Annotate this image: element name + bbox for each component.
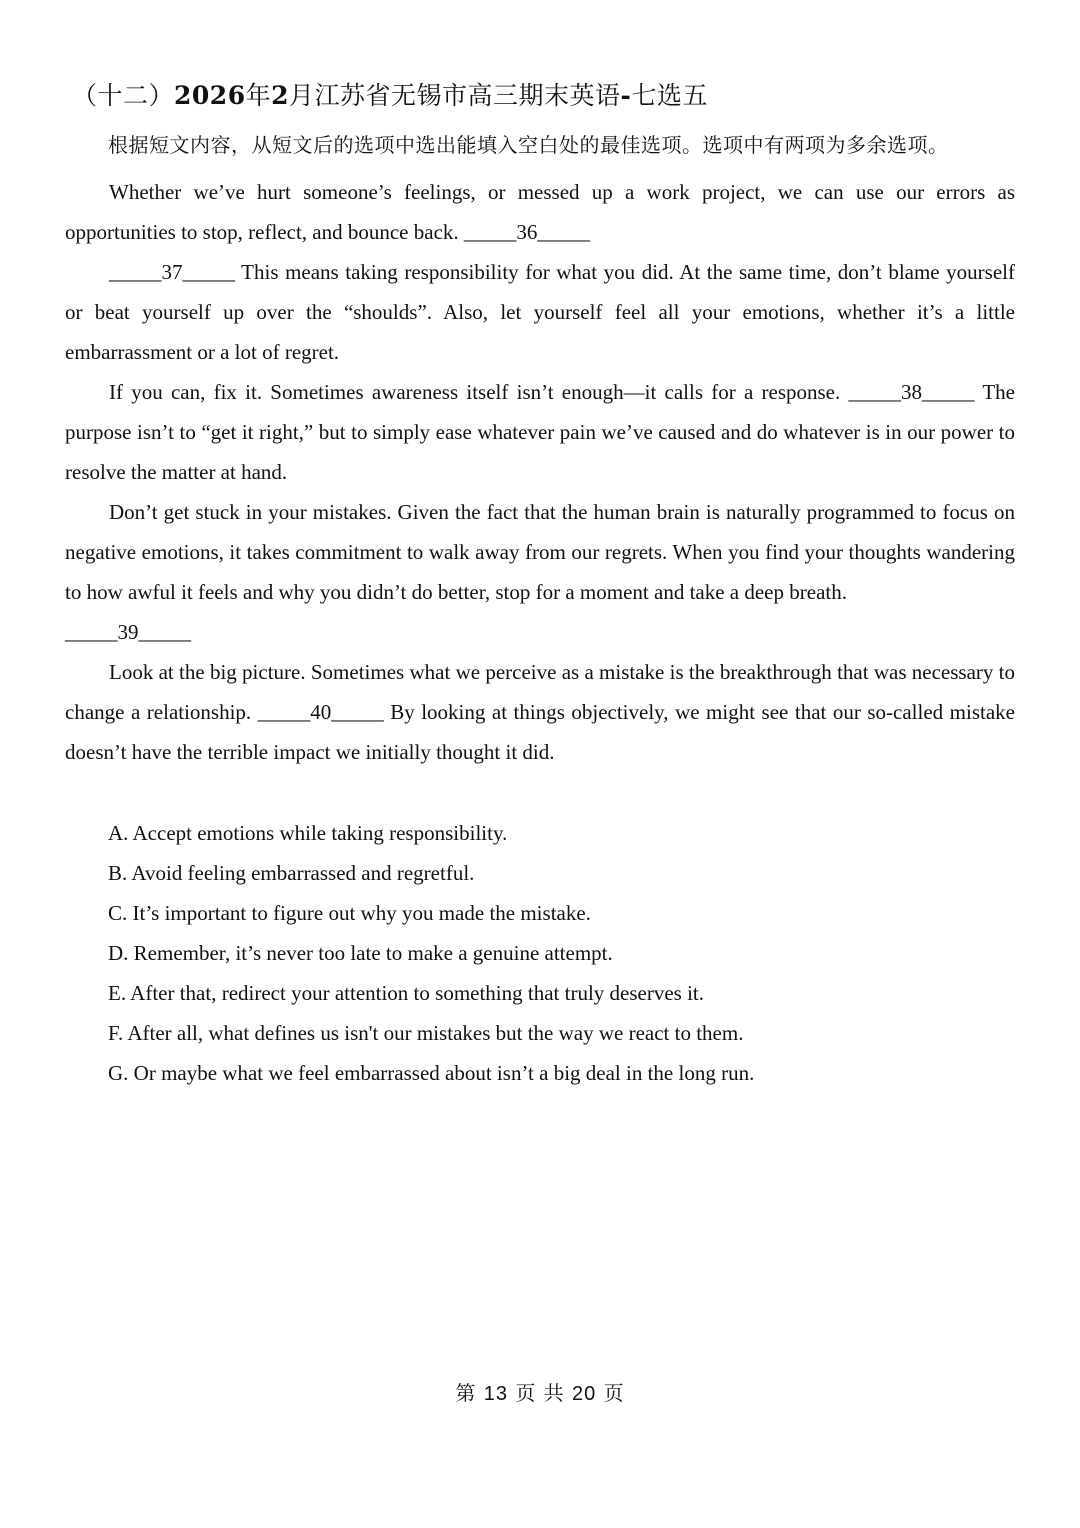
paragraph-1: Whether we’ve hurt someone’s feelings, or messed up a work project, we can use our errors as opportunities to stop, reflect, and bounce back. _____36_____ (65, 180, 1015, 244)
instructions: 根据短文内容，从短文后的选项中选出能填入空白处的最佳选项。选项中有两项为多余选项。 (108, 133, 949, 157)
options-list (108, 813, 754, 1093)
passage (65, 172, 1015, 772)
title-year-unit: 年 (245, 81, 272, 110)
option-f: F. After all, what defines us isn't our mistakes but the way we react to them. (108, 1021, 744, 1045)
page-number: 13 (483, 1383, 508, 1405)
title-year: 2026 (174, 81, 246, 110)
page-footer (0, 1378, 1080, 1409)
option-e: E. After that, redirect your attention to something that truly deserves it. (108, 981, 705, 1005)
title-prefix: （十二） (72, 81, 175, 110)
paragraph-5: Look at the big picture. Sometimes what we perceive as a mistake is the breakthrough that was necessary to change a relationship. _____40_____ By looking at things objectively, we might see that our so-called mistake doesn’t have the terrible impact we initially thought it did. (65, 660, 1015, 764)
footer-pre: 第 (455, 1381, 477, 1405)
paragraph-2: _____37_____ This means taking responsibility for what you did. At the same time, don’t blame yourself or beat yourself up over the “shoulds”. Also, let yourself feel all your emotions, whether it’s a little embarrassment or a lot of regret. (65, 260, 1015, 364)
option-a: A. Accept emotions while taking responsibility. (108, 821, 508, 845)
section-title (72, 78, 708, 114)
title-rest: 月江苏省无锡市高三期末英语 (289, 81, 621, 110)
paragraph-3: If you can, fix it. Sometimes awareness itself isn’t enough—it calls for a response. _____38_____ The purpose isn’t to “get it right,” but to simply ease whatever pain we’ve caused and do whatever is in our power to resolve the matter at hand. (65, 380, 1015, 484)
option-b: B. Avoid feeling embarrassed and regretful. (108, 861, 475, 885)
footer-mid: 页 共 (515, 1381, 565, 1405)
option-d: D. Remember, it’s never too late to make a genuine attempt. (108, 941, 613, 965)
paragraph-4-blank: _____39_____ (65, 620, 191, 644)
option-g: G. Or maybe what we feel embarrassed about isn’t a big deal in the long run. (108, 1061, 755, 1085)
title-section: 七选五 (631, 81, 708, 110)
paragraph-4: Don’t get stuck in your mistakes. Given the fact that the human brain is naturally programmed to focus on negative emotions, it takes commitment to walk away from our regrets. When you find your thoughts wandering to how awful it feels and why you didn’t do better, stop for a moment and take a deep breath. (65, 500, 1015, 604)
title-dash: - (620, 81, 632, 110)
option-c: C. It’s important to figure out why you made the mistake. (108, 901, 591, 925)
page-total: 20 (572, 1383, 597, 1405)
footer-post: 页 (603, 1381, 625, 1405)
title-month: 2 (271, 81, 290, 110)
